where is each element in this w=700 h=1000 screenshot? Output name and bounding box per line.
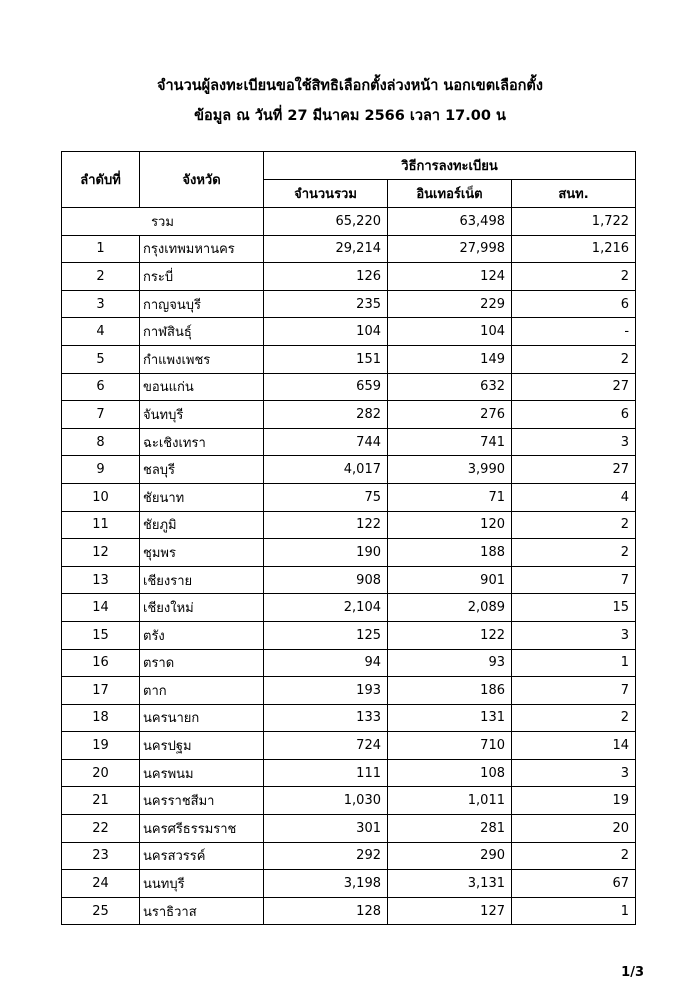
row-number: 23 xyxy=(62,842,140,870)
table-row xyxy=(62,897,636,925)
row-internet: 3,990 xyxy=(388,456,512,484)
row-office: 15 xyxy=(512,594,636,622)
row-office: 3 xyxy=(512,759,636,787)
row-province: นราธิวาส xyxy=(140,897,264,925)
registration-table xyxy=(61,151,636,925)
header-total: จำนวนรวม xyxy=(264,180,388,208)
row-total: 94 xyxy=(264,649,388,677)
row-internet: 104 xyxy=(388,318,512,346)
row-total: 126 xyxy=(264,263,388,291)
row-province: กาฬสินธุ์ xyxy=(140,318,264,346)
table-row xyxy=(62,373,636,401)
row-province: ขอนแก่น xyxy=(140,373,264,401)
table-row xyxy=(62,621,636,649)
row-office: 14 xyxy=(512,732,636,760)
row-number: 10 xyxy=(62,483,140,511)
row-number: 14 xyxy=(62,594,140,622)
row-internet: 632 xyxy=(388,373,512,401)
row-province: นครราชสีมา xyxy=(140,787,264,815)
row-total: 29,214 xyxy=(264,235,388,263)
row-office: 67 xyxy=(512,870,636,898)
row-office: 2 xyxy=(512,704,636,732)
row-number: 20 xyxy=(62,759,140,787)
row-province: นครนายก xyxy=(140,704,264,732)
row-number: 8 xyxy=(62,428,140,456)
row-province: เชียงราย xyxy=(140,566,264,594)
total-label: รวม xyxy=(62,208,264,236)
row-internet: 1,011 xyxy=(388,787,512,815)
row-number: 16 xyxy=(62,649,140,677)
table-row xyxy=(62,594,636,622)
row-internet: 290 xyxy=(388,842,512,870)
row-province: จันทบุรี xyxy=(140,401,264,429)
total-internet: 63,498 xyxy=(388,208,512,236)
total-row xyxy=(62,208,636,236)
table-row xyxy=(62,649,636,677)
total-sum: 65,220 xyxy=(264,208,388,236)
row-total: 193 xyxy=(264,677,388,705)
table-row xyxy=(62,428,636,456)
row-office: 20 xyxy=(512,815,636,843)
row-total: 3,198 xyxy=(264,870,388,898)
row-total: 128 xyxy=(264,897,388,925)
row-number: 22 xyxy=(62,815,140,843)
table-body xyxy=(62,208,636,925)
table-row xyxy=(62,401,636,429)
row-internet: 124 xyxy=(388,263,512,291)
table-row xyxy=(62,704,636,732)
row-internet: 276 xyxy=(388,401,512,429)
row-total: 301 xyxy=(264,815,388,843)
table-row xyxy=(62,345,636,373)
row-office: 3 xyxy=(512,428,636,456)
row-office: 2 xyxy=(512,511,636,539)
table-row xyxy=(62,511,636,539)
row-internet: 120 xyxy=(388,511,512,539)
row-internet: 901 xyxy=(388,566,512,594)
row-office: 1 xyxy=(512,897,636,925)
row-province: นครสวรรค์ xyxy=(140,842,264,870)
table-row xyxy=(62,263,636,291)
row-total: 125 xyxy=(264,621,388,649)
row-internet: 741 xyxy=(388,428,512,456)
row-office: - xyxy=(512,318,636,346)
row-province: ชุมพร xyxy=(140,539,264,567)
row-total: 104 xyxy=(264,318,388,346)
row-internet: 229 xyxy=(388,290,512,318)
header-method-group: วิธีการลงทะเบียน xyxy=(264,152,636,180)
table-row xyxy=(62,815,636,843)
table-row xyxy=(62,318,636,346)
table-row xyxy=(62,566,636,594)
row-total: 122 xyxy=(264,511,388,539)
row-internet: 3,131 xyxy=(388,870,512,898)
row-total: 2,104 xyxy=(264,594,388,622)
header-office: สนท. xyxy=(512,180,636,208)
row-province: ชัยนาท xyxy=(140,483,264,511)
total-office: 1,722 xyxy=(512,208,636,236)
table-row xyxy=(62,539,636,567)
row-internet: 127 xyxy=(388,897,512,925)
row-total: 908 xyxy=(264,566,388,594)
row-province: ตาก xyxy=(140,677,264,705)
row-province: กระบี่ xyxy=(140,263,264,291)
row-province: นครศรีธรรมราช xyxy=(140,815,264,843)
row-number: 15 xyxy=(62,621,140,649)
row-internet: 186 xyxy=(388,677,512,705)
row-number: 12 xyxy=(62,539,140,567)
header-internet: อินเทอร์เน็ต xyxy=(388,180,512,208)
row-number: 13 xyxy=(62,566,140,594)
row-province: ตรัง xyxy=(140,621,264,649)
row-total: 292 xyxy=(264,842,388,870)
row-number: 18 xyxy=(62,704,140,732)
row-office: 1,216 xyxy=(512,235,636,263)
row-number: 2 xyxy=(62,263,140,291)
row-office: 7 xyxy=(512,677,636,705)
row-province: กรุงเทพมหานคร xyxy=(140,235,264,263)
row-office: 4 xyxy=(512,483,636,511)
row-office: 27 xyxy=(512,456,636,484)
row-total: 4,017 xyxy=(264,456,388,484)
row-number: 5 xyxy=(62,345,140,373)
row-number: 25 xyxy=(62,897,140,925)
page-number: 1/3 xyxy=(621,965,644,980)
row-internet: 71 xyxy=(388,483,512,511)
row-office: 3 xyxy=(512,621,636,649)
row-province: ชลบุรี xyxy=(140,456,264,484)
row-total: 659 xyxy=(264,373,388,401)
row-total: 744 xyxy=(264,428,388,456)
row-office: 7 xyxy=(512,566,636,594)
row-province: นครพนม xyxy=(140,759,264,787)
row-number: 9 xyxy=(62,456,140,484)
row-internet: 93 xyxy=(388,649,512,677)
row-number: 17 xyxy=(62,677,140,705)
row-province: ตราด xyxy=(140,649,264,677)
row-total: 1,030 xyxy=(264,787,388,815)
row-internet: 27,998 xyxy=(388,235,512,263)
row-province: กำแพงเพชร xyxy=(140,345,264,373)
row-office: 2 xyxy=(512,539,636,567)
table-row xyxy=(62,732,636,760)
row-province: กาญจนบุรี xyxy=(140,290,264,318)
row-total: 111 xyxy=(264,759,388,787)
row-number: 7 xyxy=(62,401,140,429)
row-province: นนทบุรี xyxy=(140,870,264,898)
row-internet: 149 xyxy=(388,345,512,373)
row-number: 3 xyxy=(62,290,140,318)
table-row xyxy=(62,870,636,898)
row-number: 1 xyxy=(62,235,140,263)
table-row xyxy=(62,235,636,263)
row-total: 724 xyxy=(264,732,388,760)
row-province: ชัยภูมิ xyxy=(140,511,264,539)
row-internet: 188 xyxy=(388,539,512,567)
row-internet: 108 xyxy=(388,759,512,787)
header-order: ลำดับที่ xyxy=(62,152,140,208)
row-total: 151 xyxy=(264,345,388,373)
row-office: 27 xyxy=(512,373,636,401)
row-number: 6 xyxy=(62,373,140,401)
table-row xyxy=(62,842,636,870)
row-total: 75 xyxy=(264,483,388,511)
row-total: 190 xyxy=(264,539,388,567)
document-title: จำนวนผู้ลงทะเบียนขอใช้สิทธิเลือกตั้งล่วงหน้า นอกเขตเลือกตั้ง xyxy=(157,78,543,94)
row-office: 1 xyxy=(512,649,636,677)
row-office: 2 xyxy=(512,263,636,291)
row-number: 19 xyxy=(62,732,140,760)
row-total: 282 xyxy=(264,401,388,429)
table-row xyxy=(62,677,636,705)
row-number: 11 xyxy=(62,511,140,539)
table-header xyxy=(62,152,636,208)
row-office: 19 xyxy=(512,787,636,815)
table-row xyxy=(62,787,636,815)
row-province: ฉะเชิงเทรา xyxy=(140,428,264,456)
document-subtitle: ข้อมูล ณ วันที่ 27 มีนาคม 2566 เวลา 17.00 น xyxy=(194,108,506,124)
row-office: 6 xyxy=(512,401,636,429)
row-internet: 281 xyxy=(388,815,512,843)
row-number: 21 xyxy=(62,787,140,815)
row-office: 6 xyxy=(512,290,636,318)
row-internet: 131 xyxy=(388,704,512,732)
row-province: เชียงใหม่ xyxy=(140,594,264,622)
table-row xyxy=(62,759,636,787)
table-row xyxy=(62,483,636,511)
row-internet: 122 xyxy=(388,621,512,649)
row-number: 4 xyxy=(62,318,140,346)
row-internet: 2,089 xyxy=(388,594,512,622)
table-row xyxy=(62,456,636,484)
table-row xyxy=(62,290,636,318)
row-number: 24 xyxy=(62,870,140,898)
row-province: นครปฐม xyxy=(140,732,264,760)
row-internet: 710 xyxy=(388,732,512,760)
row-total: 133 xyxy=(264,704,388,732)
row-office: 2 xyxy=(512,345,636,373)
header-province: จังหวัด xyxy=(140,152,264,208)
row-total: 235 xyxy=(264,290,388,318)
row-office: 2 xyxy=(512,842,636,870)
